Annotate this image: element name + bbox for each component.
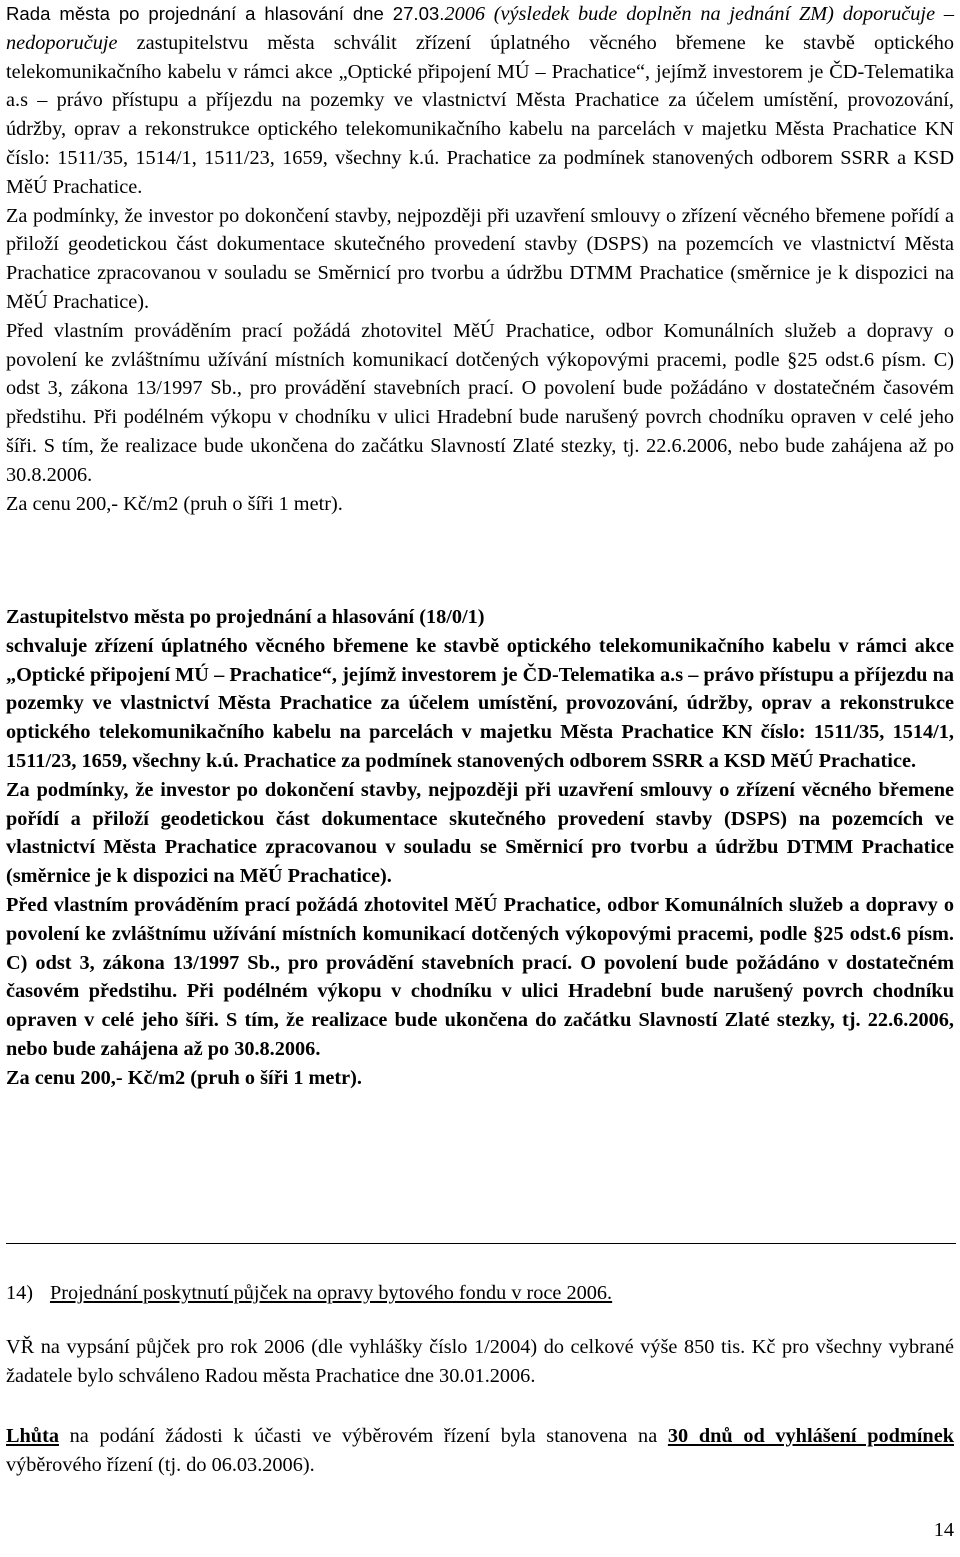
resolution-heading: Zastupitelstvo města po projednání a hlasování (18/0/1) [6, 606, 485, 628]
agenda-item-number: 14) [6, 1282, 34, 1304]
deadline-text: na podání žádosti k účasti ve výběrovém řízení byla stanovena na [58, 1425, 668, 1447]
resolution-details: s – právo přístupu a příjezdu na pozemky ve vlastnictví Města Prachatice za účelem umístění, provozování, údržby, oprav a rekonstrukce optického telekomunikačního kabelu na parcelách v majetku Města Prachatice KN číslo: 1511/35, 1514/1, 1511/23, 1659, všechny k.ú. Prachatice za podmínek stanovených odborem SSRR a KSD MěÚ Prachatice. [6, 89, 954, 198]
section-divider [6, 1243, 956, 1244]
deadline-value: 30 dnů od vyhlášení podmínek [667, 1425, 954, 1447]
agenda-item-title: Projednání poskytnutí půjček na opravy bytového fondu v roce 2006. [50, 1282, 613, 1304]
price-paragraph: Za cenu 200,- Kč/m2 (pruh o šíři 1 metr). [6, 1066, 363, 1089]
council-recommendation-section [6, 0, 954, 518]
approval-paragraph: schvaluje zřízení úplatného věcného břemene ke stavbě optického telekomunikačního kabelu v rámci akce „Optické připojení MÚ – Prachatice“, jejímž investorem je ČD-Telematika a.s – právo přístupu a příjezdu na pozemky ve vlastnictví Města Prachatice za účelem umístění, provozování, údržby, oprav a rekonstrukce optického telekomunikačního kabelu na parcelách v majetku Města Prachatice KN číslo: 1511/35, 1514/1, 1511/23, 1659, všechny k.ú. Prachatice za podmínek stanovených odborem SSRR a KSD MěÚ Prachatice. [6, 634, 954, 772]
deadline-label: Lhůta [6, 1425, 59, 1447]
recommendation-paragraph [6, 0, 954, 202]
deadline-paragraph [6, 1422, 954, 1480]
resolution-intro: Rada města po projednání a hlasování dne 27.03. [6, 3, 445, 24]
works-paragraph: Před vlastním prováděním prací požádá zhotovitel MěÚ Prachatice, odbor Komunálních služeb a dopravy o povolení ke zvláštnímu užívání místních komunikací dotčených výkopovými pracemi, podle §25 odst.6 písm. C) odst 3, zákona 13/1997 Sb., pro provádění stavebních prací. O povolení bude požádáno v dostatečném časovém předstihu. Při podélném výkopu v chodníku v ulici Hradební bude narušený povrch chodníku opraven v celé jeho šíři. S tím, že realizace bude ukončena do začátku Slavností Zlaté stezky, tj. 22.6.2006, nebo bude zahájena až po 30.8.2006. [6, 319, 954, 486]
deadline-end: výběrového řízení (tj. do 06.03.2006). [6, 1453, 315, 1476]
agenda-item-heading [6, 1279, 954, 1308]
page-number: 14 [933, 1519, 954, 1541]
resolution-subject: zastupitelstvu města schválit zřízení úplatného věcného břemene ke stavbě optického telekomunikačního kabelu v rámci akce „Optické připojení MÚ – Prachatice“, jejímž investorem je ČD-Telematika a. [6, 31, 954, 112]
loan-approval-paragraph: VŘ na vypsání půjček pro rok 2006 (dle vyhlášky číslo 1/2004) do celkové výše 850 tis. Kč pro všechny vybrané žadatele bylo schváleno Radou města Prachatice dne 30.01.2006. [6, 1336, 954, 1387]
price-paragraph: Za cenu 200,- Kč/m2 (pruh o šíři 1 metr). [6, 492, 343, 515]
condition-paragraph: Za podmínky, že investor po dokončení stavby, nejpozději při uzavření smlouvy o zřízení věcného břemene pořídí a přiloží geodetickou část dokumentace skutečného provedení stavby (DSPS) na pozemcích ve vlastnictví Města Prachatice zpracovanou v souladu se Směrnicí pro tvorbu a údržbu DTMM Prachatice (směrnice je k dispozici na MěÚ Prachatice). [6, 204, 954, 313]
condition-paragraph: Za podmínky, že investor po dokončení stavby, nejpozději při uzavření smlouvy o zřízení věcného břemene pořídí a přiloží geodetickou část dokumentace skutečného provedení stavby (DSPS) na pozemcích ve vlastnictví Města Prachatice zpracovanou v souladu se Směrnicí pro tvorbu a údržbu DTMM Prachatice (směrnice je k dispozici na MěÚ Prachatice). [6, 778, 954, 888]
result-note: 2006 (výsledek bude doplněn na jednání ZM) doporučuje – nedoporučuje [6, 3, 954, 54]
works-paragraph: Před vlastním prováděním prací požádá zhotovitel MěÚ Prachatice, odbor Komunálních služeb a dopravy o povolení ke zvláštnímu užívání místních komunikací dotčených výkopovými pracemi, podle §25 odst.6 písm. C) odst 3, zákona 13/1997 Sb., pro provádění stavebních prací. O povolení bude požádáno v dostatečném časovém předstihu. Při podélném výkopu v chodníku v ulici Hradební bude narušený povrch chodníku opraven v celé jeho šíři. S tím, že realizace bude ukončena do začátku Slavností Zlaté stezky, tj. 22.6.2006, nebo bude zahájena až po 30.8.2006. [6, 893, 954, 1060]
assembly-resolution-section [6, 603, 954, 1093]
